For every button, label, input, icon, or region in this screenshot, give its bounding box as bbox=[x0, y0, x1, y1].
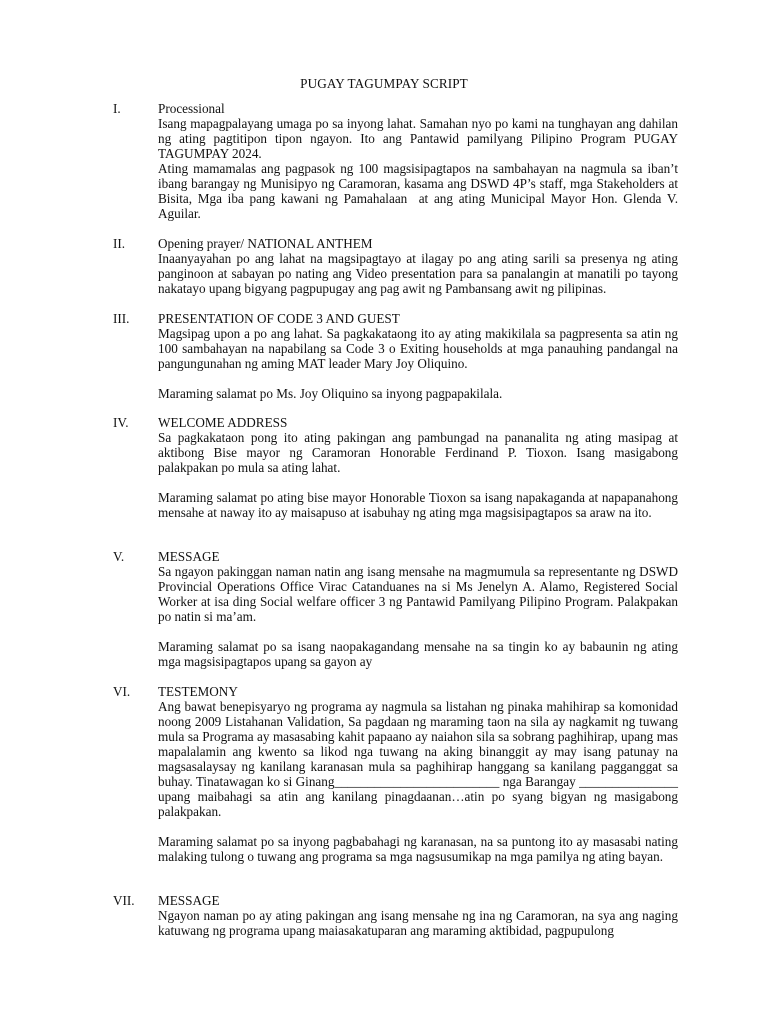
section-paragraph: Sa ngayon pakinggan naman natin ang isang mensahe na magmumula sa representante ng DSWD Provincial Operations Office Virac Catanduanes na si Ms Jenelyn A. Alamo, Registered Social Worker at isa ding Social welfare officer 3 ng Pantawid Pamilyang Pilipino Program. Palakpakan po natin si ma’am. bbox=[158, 564, 682, 624]
section-heading: PRESENTATION OF CODE 3 AND GUEST bbox=[158, 311, 400, 326]
section-paragraph: Isang mapagpalayang umaga po sa inyong lahat. Samahan nyo po kami na tunghayan ang dahilan ng ating pagtitipon tipon ngayon. Ito ang Pantawid pamilyang Pilipino Program PUGAY TAGUMPAY 2024. bbox=[158, 116, 682, 161]
section-paragraph: Maraming salamat po sa isang naopakagandang mensahe na sa tingin ko ay babaunin ng ating mga magsisipagtapos upang sa gayon ay bbox=[158, 639, 682, 669]
section-paragraph: Ang bawat benepisyaryo ng programa ay nagmula sa listahan ng pinaka mahihirap sa komonidad noong 2009 Listahanan Validation, Sa pagdaan ng maraming taon na sila ay nagkamit ng tuwang mula sa Programa ay masasabing kahit papaano ay naiahon sila sa sobrang paghihirap, upang mas mapalalamin ang kwento sa likod nga tuwang na aking binanggit ay may isang patunay na magsasalaysay ng kanilang karanasan mula sa paghihirap hanggang sa kanilang pagganggat sa buhay. Tinatawagan ko si Ginang_________________________ nga Barangay _______________ upang maibahagi sa atin ang kanilang pinagdaanan…atin po syang bigyan ng masigabong palakpakan. bbox=[158, 699, 682, 819]
section-number: II. bbox=[113, 236, 126, 251]
section-number: III. bbox=[113, 311, 130, 326]
section-paragraph: Maraming salamat po sa inyong pagbabahagi ng karanasan, na sa puntong ito ay masasabi nating malaking tulong o tuwang ang programa sa mga nagsusumikap na mga pamilya ng ating bayan. bbox=[158, 834, 682, 864]
section-number: VII. bbox=[113, 893, 135, 908]
section-heading: MESSAGE bbox=[158, 893, 220, 908]
section-5 bbox=[113, 549, 682, 669]
section-4 bbox=[113, 415, 682, 520]
section-number: IV. bbox=[113, 415, 129, 430]
section-paragraph: Magsipag upon a po ang lahat. Sa pagkakataong ito ay ating makikilala sa pagpresenta sa atin ng 100 sambahayan na napabilang sa Code 3 o Exiting households at mga panauhing pandangal na pangungunahan ng aming MAT leader Mary Joy Oliquino. bbox=[158, 326, 682, 371]
section-7 bbox=[113, 893, 682, 938]
section-2 bbox=[113, 236, 682, 296]
section-number: VI. bbox=[113, 684, 131, 699]
section-paragraph: Inaanyayahan po ang lahat na magsipagtayo at ilagay po ang ating sarili sa presenya ng ating panginoon at sabayan po nating ang Video presentation para sa panalangin at manatili po tayong nakatayo upang bigyang pagpupugay ang pag awit ng Pambansang awit ng pilipinas. bbox=[158, 251, 682, 296]
section-heading: Opening prayer/ NATIONAL ANTHEM bbox=[158, 236, 373, 251]
section-heading: MESSAGE bbox=[158, 549, 220, 564]
section-3 bbox=[113, 311, 682, 401]
document-title: PUGAY TAGUMPAY SCRIPT bbox=[300, 76, 468, 91]
section-6 bbox=[113, 684, 682, 864]
section-heading: Processional bbox=[158, 101, 225, 116]
section-paragraph: Sa pagkakataon pong ito ating pakingan ang pambungad na pananalita ng ating masipag at aktibong Bise mayor ng Caramoran Honorable Ferdinand P. Tioxon. Isang masigabong palakpakan po mula sa ating lahat. bbox=[158, 430, 682, 475]
section-paragraph: Ngayon naman po ay ating pakingan ang isang mensahe ng ina ng Caramoran, na sya ang naging katuwang ng programa upang maiasakatuparan ang maraming aktibidad, pagpupulong bbox=[158, 908, 682, 938]
section-paragraph: Ating mamamalas ang pagpasok ng 100 magsisipagtapos na sambahayan na nagmula sa iban’t ibang barangay ng Munisipyo ng Caramoran, kasama ang DSWD 4P’s staff, mga Stakeholders at Bisita, Mga iba pang kawani ng Pamahalaan at ang ating Municipal Mayor Hon. Glenda V. Aguilar. bbox=[158, 161, 682, 221]
section-heading: WELCOME ADDRESS bbox=[158, 415, 288, 430]
section-number: I. bbox=[113, 101, 121, 116]
section-paragraph: Maraming salamat po ating bise mayor Honorable Tioxon sa isang napakaganda at napapanahong mensahe at naway ito ay maisapuso at isabuhay ng ating mga magsisipagtapos sa araw na ito. bbox=[158, 490, 682, 520]
section-paragraph: Maraming salamat po Ms. Joy Oliquino sa inyong pagpapakilala. bbox=[158, 386, 503, 401]
section-1 bbox=[113, 101, 682, 221]
section-number: V. bbox=[113, 549, 125, 564]
section-heading: TESTEMONY bbox=[158, 684, 238, 699]
